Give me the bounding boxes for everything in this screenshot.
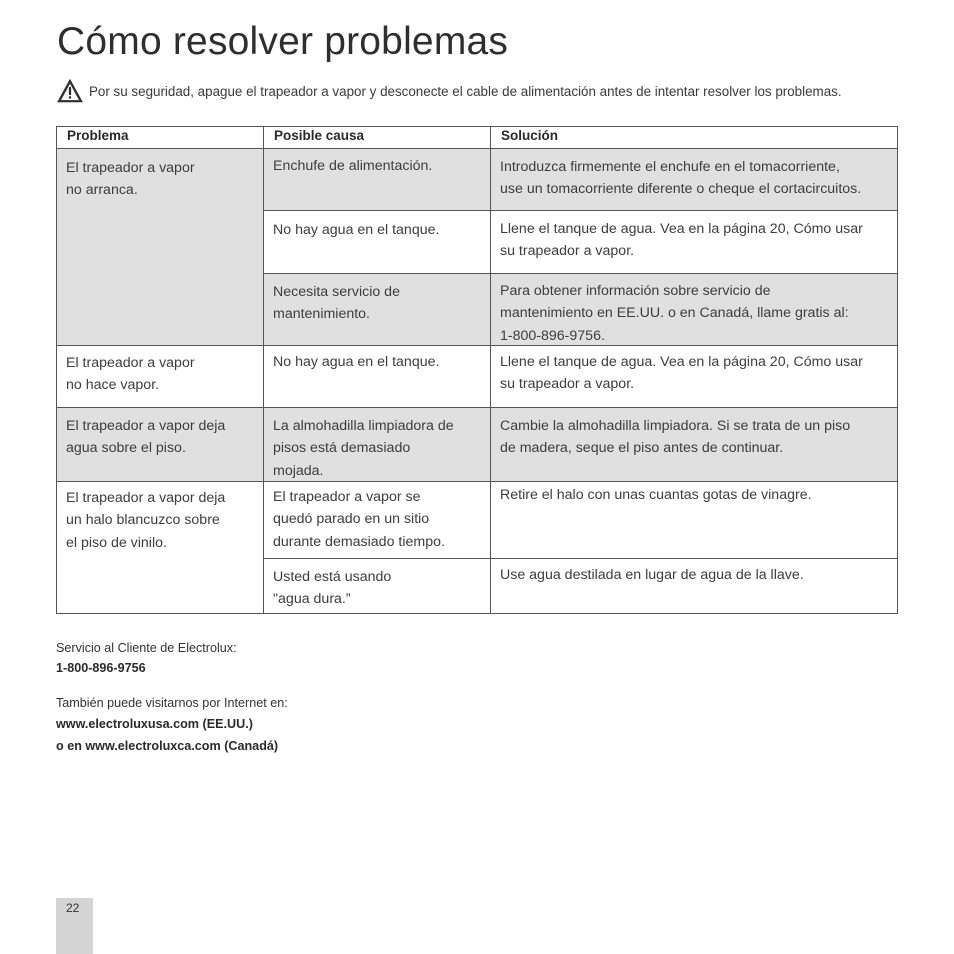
cause-cell: No hay agua en el tanque.	[273, 354, 440, 370]
web-link-ca[interactable]: o en www.electroluxca.com (Canadá)	[56, 739, 279, 753]
solution-cell: Llene el tanque de agua. Vea en la página 20, Cómo usar su trapeador a vapor.	[500, 354, 863, 393]
warning-text: Por su seguridad, apague el trapeador a vapor y desconecte el cable de alimentación antes de intentar resolver los problemas.	[89, 83, 842, 99]
solution-cell: Use agua destilada en lugar de agua de la llave.	[500, 567, 804, 583]
solution-cell: Retire el halo con unas cuantas gotas de vinagre.	[500, 487, 812, 503]
cause-cell: Necesita servicio de mantenimiento.	[273, 284, 400, 323]
row-divider	[264, 273, 897, 274]
service-phone: 1-800-896-9756	[56, 661, 146, 675]
troubleshooting-table	[56, 126, 898, 614]
page-number-tab	[56, 898, 93, 954]
safety-warning	[57, 78, 907, 104]
problem-cell: El trapeador a vapor deja agua sobre el piso.	[66, 418, 226, 457]
cause-cell: Usted está usando "agua dura.”	[273, 569, 392, 608]
solution-cell: Introduzca firmemente el enchufe en el tomacorriente, use un tomacorriente diferente o cheque el cortacircuitos.	[500, 159, 862, 198]
header-posible-causa: Posible causa	[274, 128, 365, 143]
problem-cell: El trapeador a vapor no hace vapor.	[66, 355, 195, 394]
row-divider	[57, 407, 897, 408]
solution-cell: Cambie la almohadilla limpiadora. Si se trata de un piso de madera, seque el piso antes de continuar.	[500, 418, 851, 457]
row-divider	[57, 148, 897, 149]
solution-cell: Para obtener información sobre servicio de mantenimiento en EE.UU. o en Canadá, llame gratis al: 1-800-896-9756.	[500, 283, 849, 344]
page-title: Cómo resolver problemas	[57, 20, 509, 63]
header-solucion: Solución	[501, 128, 558, 143]
warning-triangle-icon	[57, 79, 83, 103]
row-divider	[264, 210, 897, 211]
page-number: 22	[66, 901, 80, 915]
service-label: Servicio al Cliente de Electrolux:	[56, 641, 237, 655]
column-divider	[263, 127, 264, 613]
problem-cell: El trapeador a vapor no arranca.	[66, 160, 195, 199]
cause-cell: El trapeador a vapor se quedó parado en un sitio durante demasiado tiempo.	[273, 489, 445, 550]
web-link-us[interactable]: www.electroluxusa.com (EE.UU.)	[56, 717, 253, 731]
row-divider	[57, 345, 897, 346]
cause-cell: Enchufe de alimentación.	[273, 158, 433, 174]
column-divider	[490, 127, 491, 613]
cause-cell: No hay agua en el tanque.	[273, 222, 440, 238]
row-divider	[264, 558, 897, 559]
solution-cell: Llene el tanque de agua. Vea en la página 20, Cómo usar su trapeador a vapor.	[500, 221, 863, 260]
header-problema: Problema	[67, 128, 129, 143]
row-divider	[57, 481, 897, 482]
web-label: También puede visitarnos por Internet en:	[56, 696, 288, 710]
cause-cell: La almohadilla limpiadora de pisos está demasiado mojada.	[273, 418, 454, 479]
problem-cell: El trapeador a vapor deja un halo blancuzco sobre el piso de vinilo.	[66, 490, 226, 551]
